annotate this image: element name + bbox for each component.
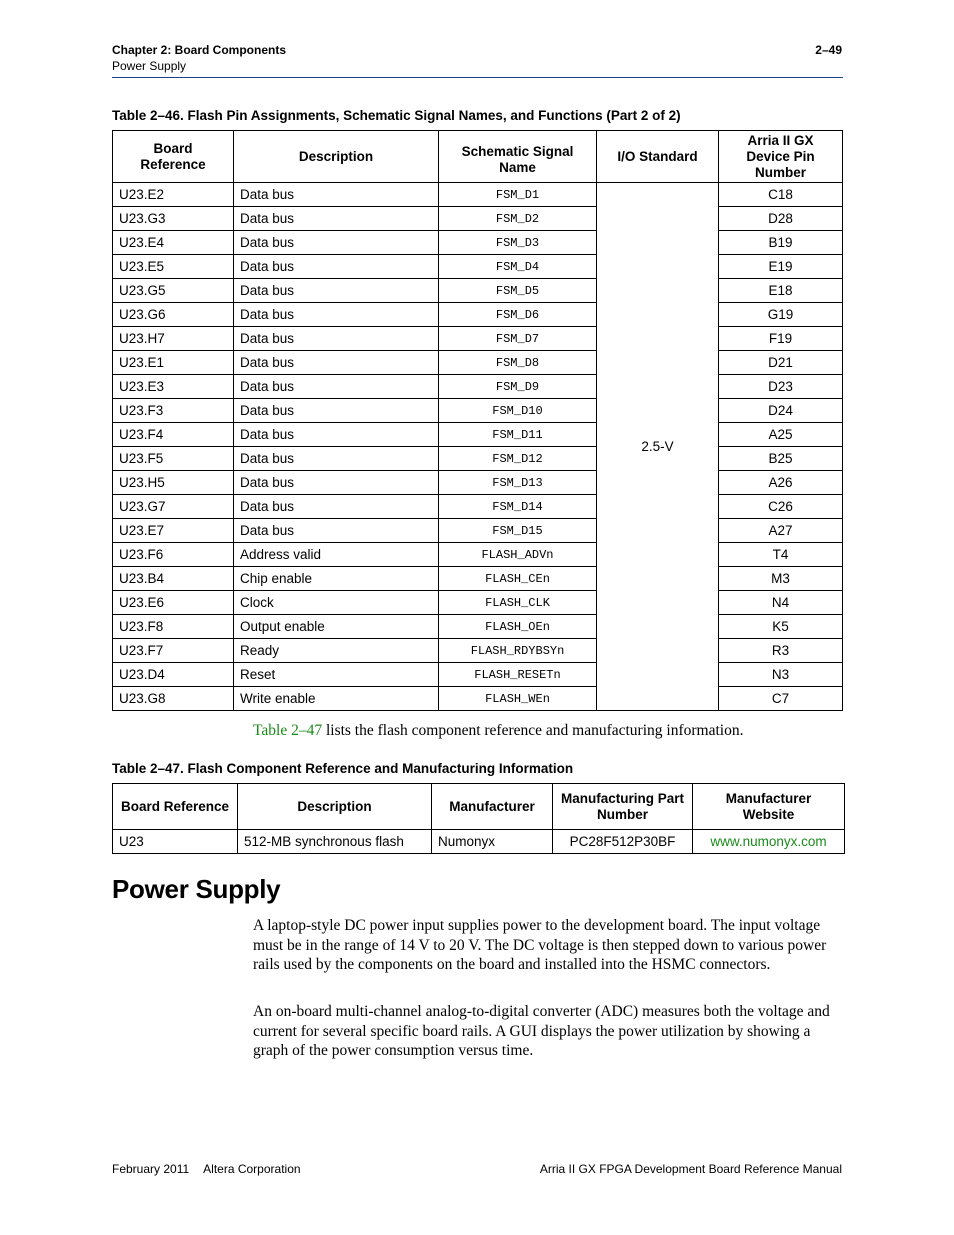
- cell-pin-number: F19: [719, 327, 843, 351]
- table-row: [113, 423, 843, 447]
- cell-description: Data bus: [234, 279, 439, 303]
- cell-board-reference: U23.G3: [113, 207, 234, 231]
- cell-description: Data bus: [234, 303, 439, 327]
- table-row: [113, 495, 843, 519]
- cell-signal-name: FSM_D7: [439, 327, 597, 351]
- cell-signal-name: FSM_D2: [439, 207, 597, 231]
- table-47-caption: Table 2–47. Flash Component Reference and Manufacturing Information: [112, 761, 574, 776]
- cell-pin-number: D21: [719, 351, 843, 375]
- cell-description: Data bus: [234, 327, 439, 351]
- cell-description: Data bus: [234, 423, 439, 447]
- cell-board-reference: U23: [113, 830, 238, 854]
- cell-board-reference: U23.F6: [113, 543, 234, 567]
- cell-description: Data bus: [234, 255, 439, 279]
- cell-signal-name: FLASH_RDYBSYn: [439, 639, 597, 663]
- cell-board-reference: U23.E3: [113, 375, 234, 399]
- cell-board-reference: U23.E7: [113, 519, 234, 543]
- col-header-description: Description: [238, 784, 432, 830]
- cell-description: Write enable: [234, 687, 439, 711]
- cell-signal-name: FSM_D10: [439, 399, 597, 423]
- col-header-io-standard: I/O Standard: [597, 131, 719, 183]
- table-46-caption: Table 2–46. Flash Pin Assignments, Schematic Signal Names, and Functions (Part 2 of 2): [112, 108, 681, 123]
- cell-description: Chip enable: [234, 567, 439, 591]
- cell-board-reference: U23.E5: [113, 255, 234, 279]
- cell-signal-name: FSM_D6: [439, 303, 597, 327]
- cell-pin-number: N3: [719, 663, 843, 687]
- cell-signal-name: FSM_D4: [439, 255, 597, 279]
- cell-signal-name: FLASH_OEn: [439, 615, 597, 639]
- running-header-section: Power Supply: [112, 59, 187, 73]
- table-row: [113, 231, 843, 255]
- page-number: 2–49: [815, 43, 842, 57]
- section-heading-power-supply: Power Supply: [112, 874, 281, 904]
- cell-board-reference: U23.F3: [113, 399, 234, 423]
- cell-description: Data bus: [234, 495, 439, 519]
- cell-description: Data bus: [234, 399, 439, 423]
- cell-pin-number: R3: [719, 639, 843, 663]
- table-47-intro-text: lists the flash component reference and manufacturing information.: [322, 722, 744, 739]
- cell-pin-number: N4: [719, 591, 843, 615]
- cell-signal-name: FLASH_WEn: [439, 687, 597, 711]
- cell-description: Ready: [234, 639, 439, 663]
- footer-company: Altera Corporation: [203, 1162, 301, 1176]
- cell-pin-number: B19: [719, 231, 843, 255]
- cell-pin-number: A25: [719, 423, 843, 447]
- cell-board-reference: U23.E1: [113, 351, 234, 375]
- col-header-manufacturer: Manufacturer: [432, 784, 553, 830]
- cell-board-reference: U23.E4: [113, 231, 234, 255]
- table-row: [113, 255, 843, 279]
- cell-website: [693, 830, 845, 854]
- cell-pin-number: D23: [719, 375, 843, 399]
- col-header-pin-number: Arria II GX Device Pin Number: [719, 131, 843, 183]
- table-body: [113, 183, 843, 711]
- cell-signal-name: FSM_D15: [439, 519, 597, 543]
- table-row: [113, 279, 843, 303]
- cell-board-reference: U23.B4: [113, 567, 234, 591]
- col-header-board-reference: Board Reference: [113, 131, 234, 183]
- cell-pin-number: E19: [719, 255, 843, 279]
- cell-board-reference: U23.E6: [113, 591, 234, 615]
- table-row: [113, 663, 843, 687]
- cell-board-reference: U23.D4: [113, 663, 234, 687]
- table-row: [113, 615, 843, 639]
- cell-pin-number: G19: [719, 303, 843, 327]
- cell-pin-number: C18: [719, 183, 843, 207]
- cell-description: 512-MB synchronous flash: [238, 830, 432, 854]
- table-row: [113, 687, 843, 711]
- table-row: [113, 399, 843, 423]
- footer-date: February 2011: [112, 1162, 190, 1176]
- cell-board-reference: U23.F4: [113, 423, 234, 447]
- cell-description: Data bus: [234, 183, 439, 207]
- cell-signal-name: FLASH_RESETn: [439, 663, 597, 687]
- cell-io-standard: 2.5-V: [597, 183, 719, 711]
- cell-board-reference: U23.H5: [113, 471, 234, 495]
- cell-description: Data bus: [234, 471, 439, 495]
- cell-pin-number: E18: [719, 279, 843, 303]
- table-row: [113, 639, 843, 663]
- cell-board-reference: U23.G5: [113, 279, 234, 303]
- cell-pin-number: C26: [719, 495, 843, 519]
- cell-description: Data bus: [234, 375, 439, 399]
- cell-description: Data bus: [234, 207, 439, 231]
- cell-part-number: PC28F512P30BF: [553, 830, 693, 854]
- table-row: [113, 183, 843, 207]
- cell-pin-number: A26: [719, 471, 843, 495]
- cell-pin-number: M3: [719, 567, 843, 591]
- cell-description: Reset: [234, 663, 439, 687]
- cell-signal-name: FSM_D1: [439, 183, 597, 207]
- cell-signal-name: FLASH_ADVn: [439, 543, 597, 567]
- flash-pin-table: [112, 130, 843, 711]
- table-row: [113, 375, 843, 399]
- cell-signal-name: FSM_D9: [439, 375, 597, 399]
- table-47-intro: [253, 722, 743, 740]
- footer-left: [112, 1162, 301, 1176]
- cell-pin-number: D24: [719, 399, 843, 423]
- table-row: [113, 471, 843, 495]
- cell-description: Output enable: [234, 615, 439, 639]
- manufacturer-website-link[interactable]: www.numonyx.com: [710, 834, 827, 849]
- cell-signal-name: FSM_D5: [439, 279, 597, 303]
- table-row: [113, 543, 843, 567]
- col-header-description: Description: [234, 131, 439, 183]
- cell-board-reference: U23.H7: [113, 327, 234, 351]
- cell-description: Clock: [234, 591, 439, 615]
- header-rule: [112, 77, 843, 78]
- cell-signal-name: FSM_D8: [439, 351, 597, 375]
- cell-board-reference: U23.F8: [113, 615, 234, 639]
- cell-board-reference: U23.F5: [113, 447, 234, 471]
- cell-description: Address valid: [234, 543, 439, 567]
- table-row: [113, 519, 843, 543]
- table-row: [113, 207, 843, 231]
- col-header-website: Manufacturer Website: [693, 784, 845, 830]
- col-header-schematic-signal: Schematic Signal Name: [439, 131, 597, 183]
- cell-board-reference: U23.F7: [113, 639, 234, 663]
- cell-manufacturer: Numonyx: [432, 830, 553, 854]
- power-supply-paragraph: An on-board multi-channel analog-to-digital converter (ADC) measures both the voltage and current for several specific board rails. A GUI displays the power utilization by showing a graph of the power consumption versus time.: [253, 1003, 830, 1059]
- table-row: [113, 567, 843, 591]
- cell-signal-name: FSM_D3: [439, 231, 597, 255]
- cell-board-reference: U23.G8: [113, 687, 234, 711]
- table-row: [113, 303, 843, 327]
- table-header-row: [113, 131, 843, 183]
- power-supply-paragraph: A laptop-style DC power input supplies power to the development board. The input voltage must be in the range of 14 V to 20 V. The DC voltage is then stepped down to various power rails used by the components on the board and installed into the HSMC connectors.: [253, 917, 827, 973]
- table-47-link[interactable]: Table 2–47: [253, 722, 323, 739]
- cell-description: Data bus: [234, 447, 439, 471]
- cell-board-reference: U23.G7: [113, 495, 234, 519]
- cell-pin-number: C7: [719, 687, 843, 711]
- cell-signal-name: FLASH_CEn: [439, 567, 597, 591]
- cell-board-reference: U23.E2: [113, 183, 234, 207]
- cell-pin-number: T4: [719, 543, 843, 567]
- cell-signal-name: FSM_D11: [439, 423, 597, 447]
- running-header-chapter: Chapter 2: Board Components: [112, 43, 287, 57]
- cell-board-reference: U23.G6: [113, 303, 234, 327]
- table-row: [113, 447, 843, 471]
- table-row: [113, 351, 843, 375]
- table-row: [113, 830, 845, 854]
- col-header-part-number: Manufacturing Part Number: [553, 784, 693, 830]
- table-header-row: [113, 784, 845, 830]
- table-row: [113, 591, 843, 615]
- table-row: [113, 327, 843, 351]
- col-header-board-reference: Board Reference: [113, 784, 238, 830]
- cell-signal-name: FLASH_CLK: [439, 591, 597, 615]
- cell-signal-name: FSM_D12: [439, 447, 597, 471]
- cell-signal-name: FSM_D13: [439, 471, 597, 495]
- cell-description: Data bus: [234, 351, 439, 375]
- cell-pin-number: A27: [719, 519, 843, 543]
- cell-pin-number: D28: [719, 207, 843, 231]
- cell-pin-number: B25: [719, 447, 843, 471]
- cell-description: Data bus: [234, 519, 439, 543]
- cell-pin-number: K5: [719, 615, 843, 639]
- footer-manual-title: Arria II GX FPGA Development Board Reference Manual: [539, 1162, 842, 1176]
- flash-component-table: [112, 783, 845, 854]
- cell-description: Data bus: [234, 231, 439, 255]
- cell-signal-name: FSM_D14: [439, 495, 597, 519]
